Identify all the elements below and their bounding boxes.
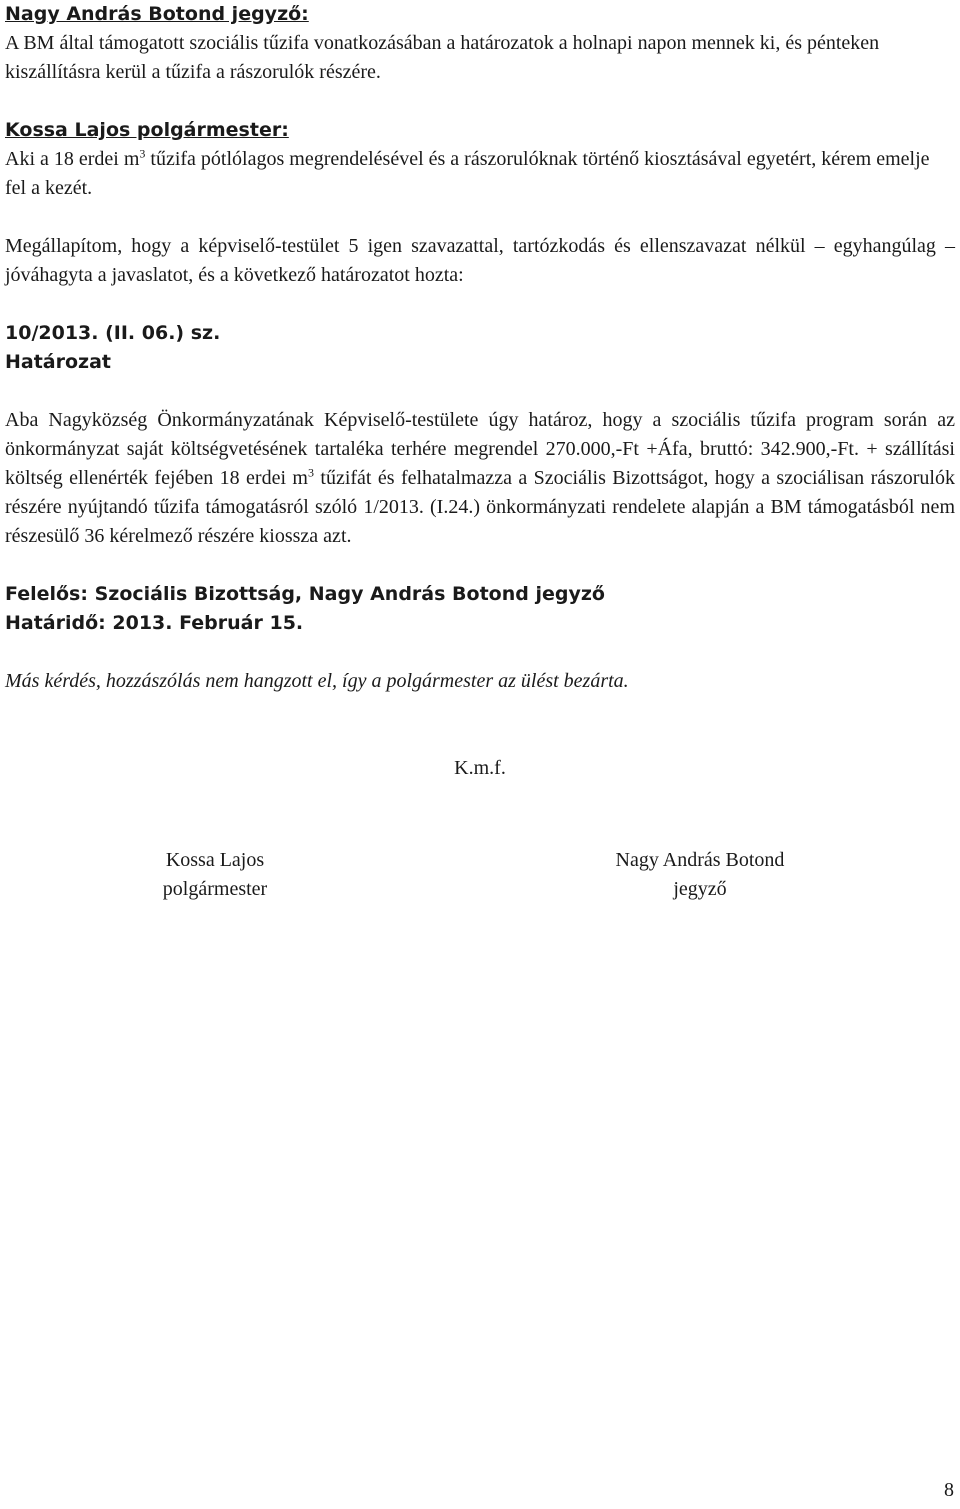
statement-text: [5, 148, 930, 199]
resolution-heading: [5, 319, 955, 377]
superscript: 3: [308, 465, 314, 480]
statement-text: A BM által támogatott szociális tűzifa vonatkozásában a határozatok a holnapi napon mennek ki, és pénteken kiszállításra kerül a tűzifa a rászorulók részére.: [5, 32, 880, 83]
speaker-label: Nagy András Botond jegyző:: [5, 3, 309, 25]
statement-text-part: Aki a 18 erdei m: [5, 148, 140, 170]
resolution-text-part: tűzifát és felhatalmazza a Szociális Bizottságot, hogy a szociálisan rászorulók részére nyújtandó tűzifa támogatásról szóló 1/2013. (I.24.) önkormányzati rendelete alapján a BM támogatásból nem részesülő 36 kérelmező részére kiossza azt.: [5, 467, 955, 547]
signatory-name: Nagy András Botond: [615, 849, 785, 871]
document-page: [5, 0, 955, 783]
resolution-text-part: Aba Nagyközség Önkormányzatának Képviselő-testülete úgy határoz, hogy a szociális tűzifa program során az önkormányzat saját költségvetésének tartaléka terhére megrendel 270.000,-Ft +Áfa, bruttó: 342.900,-Ft. + szállítási költség ellenérték fejében 18 erdei m: [5, 409, 955, 489]
section-mayor-statement: [5, 116, 955, 203]
resolution-body: [5, 406, 955, 551]
statement-text-part: tűzifa pótlólagos megrendelésével és a rászorulóknak történő kiosztásával egyetért, kérem emelje fel a kezét.: [5, 148, 930, 199]
resolution-number: 10/2013. (II. 06.) sz.: [5, 322, 221, 344]
kmf-mark: K.m.f.: [454, 757, 506, 779]
signature-notary: [590, 846, 810, 904]
deadline-line: Határidő: 2013. Február 15.: [5, 612, 304, 634]
vote-result-paragraph: Megállapítom, hogy a képviselő-testület 5 igen szavazattal, tartózkodás és ellenszavazat nélkül – egyhangúlag – jóváhagyta a javaslatot, és a következő határozatot hozta:: [5, 235, 955, 286]
speaker-label: Kossa Lajos polgármester:: [5, 119, 289, 141]
page-number: 8: [944, 1479, 954, 1501]
signature-mayor: [130, 846, 300, 904]
signatory-title: jegyző: [673, 878, 727, 900]
closing-remark: Más kérdés, hozzászólás nem hangzott el, így a polgármester az ülést bezárta.: [5, 670, 629, 692]
resolution-title: Határozat: [5, 351, 112, 373]
resolution-footer: [5, 580, 955, 638]
signature-row: [0, 846, 950, 906]
superscript: 3: [139, 146, 146, 161]
signatory-title: polgármester: [162, 878, 268, 900]
section-jegyzo-statement: [5, 0, 955, 87]
responsible-line: Felelős: Szociális Bizottság, Nagy András Botond jegyző: [5, 583, 605, 605]
signatory-name: Kossa Lajos: [165, 849, 265, 871]
